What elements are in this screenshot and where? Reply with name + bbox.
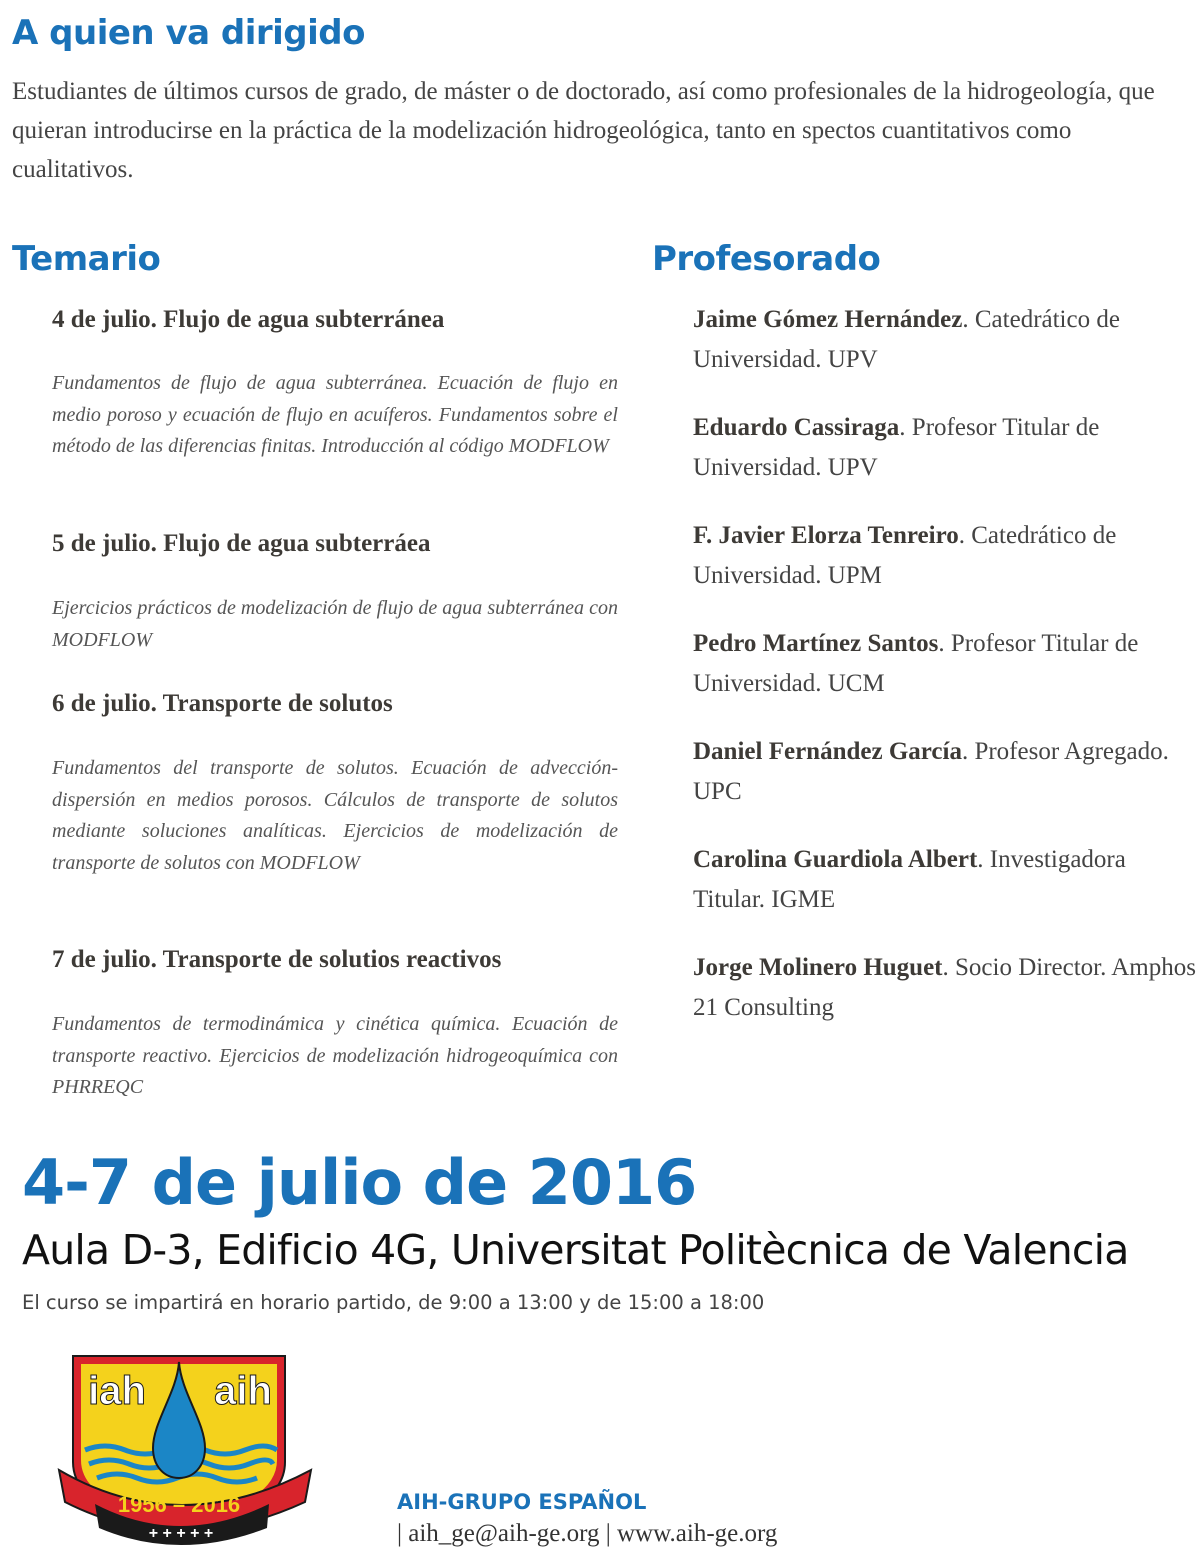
- faculty-member: [693, 948, 1198, 1028]
- faculty-member-name: F. Javier Elorza Tenreiro: [693, 522, 959, 549]
- event-dates: 4-7 de julio de 2016: [22, 1146, 697, 1219]
- faculty-member: [693, 516, 1198, 596]
- day-3-title: 6 de julio. Transporte de solutos: [52, 690, 393, 717]
- syllabus-heading: Temario: [12, 239, 161, 279]
- faculty-member-name: Pedro Martínez Santos: [693, 630, 939, 657]
- audience-text: Estudiantes de últimos cursos de grado, de máster o de doctorado, así como profesionales de la hidrogeología, que quieran introducirse en la práctica de la modelización hidrogeológica, tanto en spectos cuantitativos como cualitativos.: [12, 78, 1155, 183]
- faculty-member-role: . Socio Director. Amphos 21 Consulting: [693, 954, 1196, 1021]
- logo-right-text: aih: [214, 1369, 272, 1413]
- faculty-member-role: . Investigadora Titular. IGME: [693, 846, 1126, 913]
- day-1-description: Fundamentos de flujo de agua subterránea. Ecuación de flujo en medio poroso y ecuación de flujo en acuíferos. Fundamentos sobre el método de las diferencias finitas. Introducción al código MODFLOW: [52, 372, 618, 458]
- faculty-member: [693, 732, 1198, 812]
- day-4-description: Fundamentos de termodinámica y cinética química. Ecuación de transporte reactivo. Ejercicios de modelización hidrogeoquímica con PHRREQC: [52, 1013, 618, 1099]
- org-name: AIH-GRUPO ESPAÑOL: [397, 1490, 647, 1514]
- logo-stars: + + + + +: [148, 1525, 214, 1542]
- day-3-description: Fundamentos del transporte de solutos. Ecuación de advección-dispersión en medios porosos. Cálculos de transporte de solutos mediante soluciones analíticas. Ejercicios de modelización de transporte de solutos con MODFLOW: [52, 757, 618, 875]
- faculty-member-role: . Profesor Agregado. UPC: [693, 738, 1169, 805]
- day-1-title: 4 de julio. Flujo de agua subterránea: [52, 306, 445, 333]
- logo-left-text: iah: [88, 1369, 146, 1413]
- day-2-description: Ejercicios prácticos de modelización de flujo de agua subterránea con MODFLOW: [52, 597, 618, 651]
- event-schedule: El curso se impartirá en horario partido, de 9:00 a 13:00 y de 15:00 a 18:00: [22, 1291, 765, 1314]
- day-4-title: 7 de julio. Transporte de solutios reactivos: [52, 946, 502, 973]
- faculty-member-name: Daniel Fernández García: [693, 738, 962, 765]
- org-contact: | aih_ge@aih-ge.org | www.aih-ge.org: [397, 1520, 778, 1547]
- faculty-member-name: Eduardo Cassiraga: [693, 414, 900, 441]
- faculty-member-role: . Catedrático de Universidad. UPM: [693, 522, 1117, 589]
- faculty-member: [693, 300, 1198, 380]
- faculty-member-role: . Profesor Titular de Universidad. UCM: [693, 630, 1139, 697]
- iah-aih-logo: [55, 1352, 315, 1550]
- faculty-member-name: Jorge Molinero Huguet: [693, 954, 943, 981]
- faculty-member: [693, 624, 1198, 704]
- faculty-member-name: Jaime Gómez Hernández: [693, 306, 963, 333]
- faculty-member: [693, 840, 1198, 920]
- faculty-member: [693, 408, 1198, 488]
- faculty-heading: Profesorado: [652, 239, 881, 279]
- audience-heading: A quien va dirigido: [12, 13, 365, 53]
- event-venue: Aula D-3, Edificio 4G, Universitat Politècnica de Valencia: [22, 1226, 1129, 1274]
- logo-years: 1956 – 2016: [117, 1492, 241, 1517]
- faculty-member-role: . Profesor Titular de Universidad. UPV: [693, 414, 1100, 481]
- day-2-title: 5 de julio. Flujo de agua subterráea: [52, 530, 431, 557]
- faculty-member-name: Carolina Guardiola Albert: [693, 846, 978, 873]
- faculty-member-role: . Catedrático de Universidad. UPV: [693, 306, 1120, 373]
